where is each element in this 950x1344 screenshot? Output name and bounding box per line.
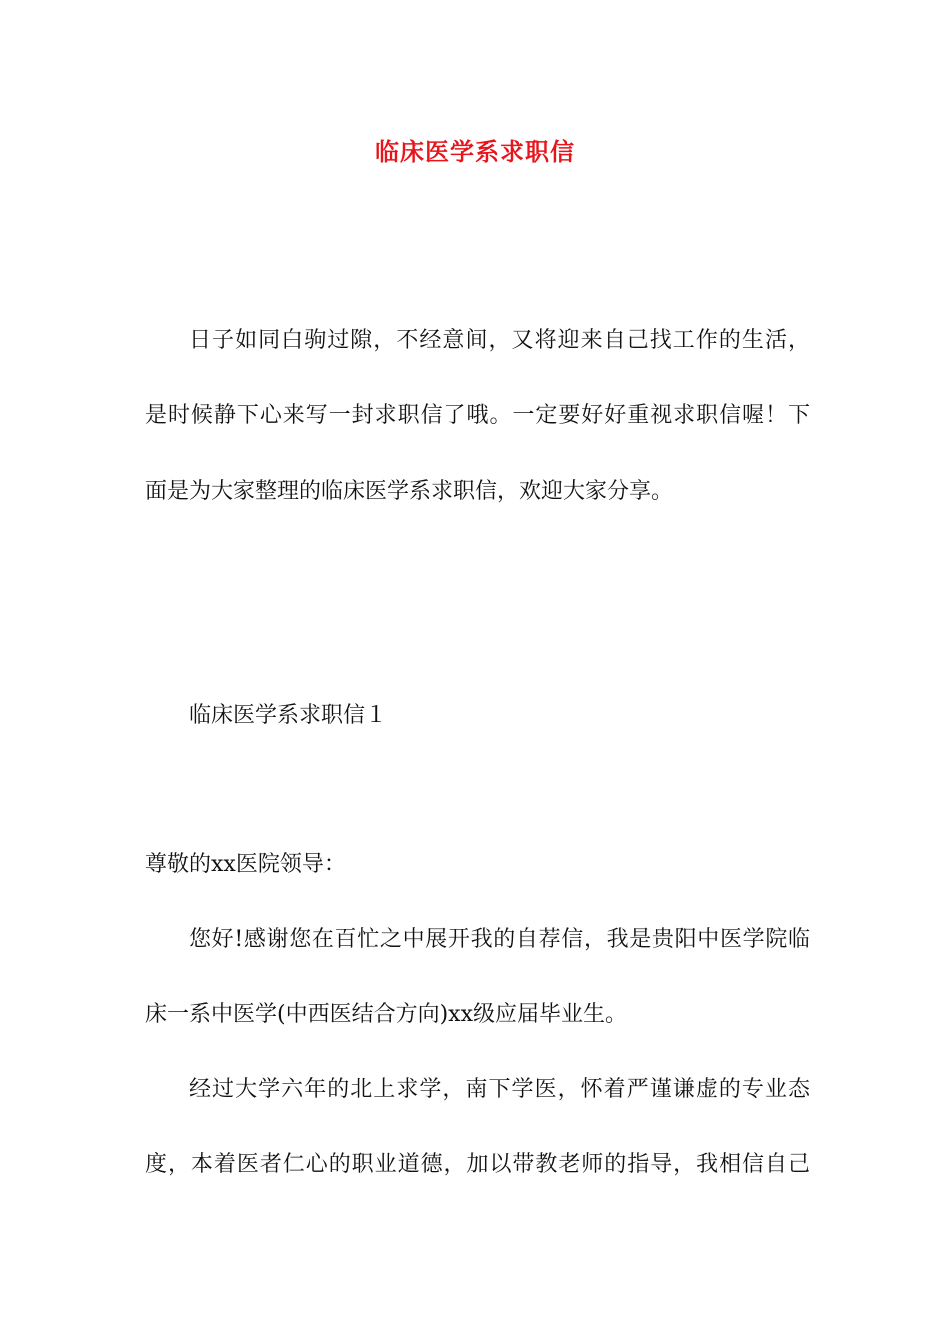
paragraph1-line-1: 您好!感谢您在百忙之中展开我的自荐信，我是贵阳中医学院临 [189, 927, 810, 952]
salutation: 尊敬的xx医院领导： [145, 852, 346, 877]
paragraph2-line-2: 度，本着医者仁心的职业道德，加以带教老师的指导，我相信自己 [145, 1152, 810, 1177]
intro-line-1: 日子如同白驹过隙，不经意间，又将迎来自己找工作的生活， [189, 328, 810, 353]
section-heading: 临床医学系求职信１ [189, 703, 388, 728]
intro-line-2: 是时候静下心来写一封求职信了哦。一定要好好重视求职信喔！下 [145, 403, 810, 428]
paragraph1-line-2: 床一系中医学(中西医结合方向)xx级应届毕业生。 [145, 1002, 627, 1027]
document-title: 临床医学系求职信 [375, 137, 575, 166]
intro-line-3: 面是为大家整理的临床医学系求职信，欢迎大家分享。 [145, 479, 674, 504]
paragraph2-line-1: 经过大学六年的北上求学，南下学医，怀着严谨谦虚的专业态 [189, 1077, 810, 1102]
